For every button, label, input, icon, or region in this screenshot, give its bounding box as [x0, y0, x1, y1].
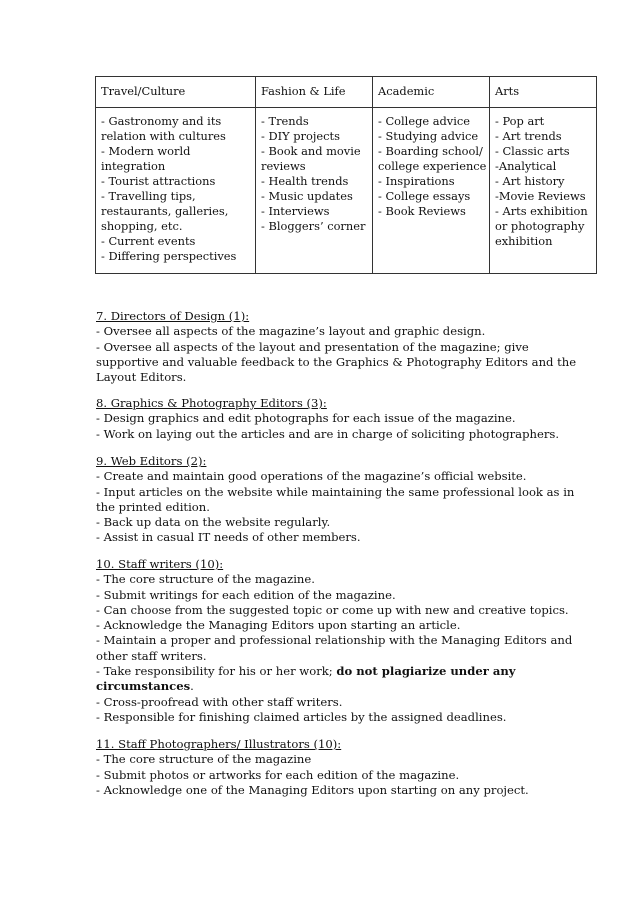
section-line: - Submit photos or artworks for each edition of the magazine.: [96, 767, 460, 782]
section-line: - The core structure of the magazine.: [96, 572, 315, 587]
cell-line: - Pop art: [495, 114, 545, 128]
plagiarism-warning-cont: circumstances: [96, 679, 191, 694]
section-line: - Can choose from the suggested topic or come up with new and creative topics.: [96, 602, 569, 617]
section-title: 7. Directors of Design (1):: [96, 309, 250, 323]
header-academic: Academic: [373, 77, 490, 108]
category-table: [95, 76, 597, 274]
cell-line: reviews: [261, 159, 306, 173]
section-line: supportive and valuable feedback to the Graphics & Photography Editors and the: [96, 354, 577, 369]
cell-line: relation with cultures: [101, 129, 226, 143]
section-line: - Acknowledge the Managing Editors upon starting an article.: [96, 618, 461, 633]
section-line: other staff writers.: [96, 648, 207, 663]
academic-cell: [373, 108, 490, 274]
cell-line: or photography: [495, 219, 585, 233]
cell-line: - DIY projects: [261, 129, 340, 143]
responsibility-text: - Take responsibility for his or her work;: [96, 664, 337, 679]
cell-line: - College advice: [378, 114, 471, 128]
header-travel-culture: Travel/Culture: [96, 77, 256, 108]
cell-line: - Tourist attractions: [101, 174, 216, 188]
section-line: - Maintain a proper and professional relationship with the Managing Editors and: [96, 633, 573, 648]
section-title: 11. Staff Photographers/ Illustrators (10):: [96, 737, 342, 751]
section-staff-photographers-illustrators: [96, 737, 566, 798]
cell-line: - Interviews: [261, 204, 330, 218]
plagiarism-warning: do not plagiarize under any: [336, 664, 516, 679]
cell-line: - College essays: [378, 189, 471, 203]
section-line: - Create and maintain good operations of the magazine’s official website.: [96, 469, 527, 484]
table-row: [96, 108, 597, 274]
cell-line: - Arts exhibition: [495, 204, 588, 218]
cell-line: restaurants, galleries,: [101, 204, 229, 218]
cell-line: - Bloggers’ corner: [261, 219, 366, 233]
cell-line: - Inspirations: [378, 174, 455, 188]
section-line: - Responsible for finishing claimed articles by the assigned deadlines.: [96, 709, 507, 724]
responsibility-line-cont: [96, 679, 566, 694]
cell-line: - Boarding school/: [378, 144, 483, 158]
cell-line: exhibition: [495, 234, 553, 248]
cell-line: integration: [101, 159, 166, 173]
cell-line: - Book and movie: [261, 144, 361, 158]
cell-line: - Art history: [495, 174, 565, 188]
cell-line: shopping, etc.: [101, 219, 183, 233]
section-line: - Cross-proofread with other staff writers.: [96, 694, 343, 709]
section-line: - Submit writings for each edition of the magazine.: [96, 587, 396, 602]
cell-line: - Art trends: [495, 129, 562, 143]
section-line: - Oversee all aspects of the magazine’s layout and graphic design.: [96, 324, 486, 339]
period-text: .: [190, 679, 194, 694]
section-line: - The core structure of the magazine: [96, 752, 312, 767]
table-header-row: [96, 77, 597, 108]
section-staff-writers: [96, 557, 573, 725]
section-title: 9. Web Editors (2):: [96, 454, 207, 468]
section-web-editors: [96, 454, 575, 546]
arts-cell: [490, 108, 597, 274]
section-line: - Oversee all aspects of the layout and presentation of the magazine; give: [96, 339, 529, 354]
cell-line: - Classic arts: [495, 144, 570, 158]
section-line: the printed edition.: [96, 499, 210, 514]
section-line: Layout Editors.: [96, 370, 187, 385]
cell-line: - Gastronomy and its: [101, 114, 222, 128]
fashion-life-cell: [256, 108, 373, 274]
responsibility-line: [96, 664, 566, 679]
cell-line: - Current events: [101, 234, 196, 248]
cell-line: - Modern world: [101, 144, 191, 158]
travel-culture-cell: [96, 108, 256, 274]
section-directors-of-design: [96, 309, 577, 385]
header-arts: Arts: [490, 77, 597, 108]
section-line: - Design graphics and edit photographs for each issue of the magazine.: [96, 411, 516, 426]
cell-line: - Trends: [261, 114, 309, 128]
cell-line: - Studying advice: [378, 129, 479, 143]
section-title: 8. Graphics & Photography Editors (3):: [96, 396, 327, 410]
section-line: - Back up data on the website regularly.: [96, 515, 331, 530]
cell-line: -Movie Reviews: [495, 189, 586, 203]
section-line: - Assist in casual IT needs of other members.: [96, 530, 361, 545]
section-line: - Input articles on the website while maintaining the same professional look as in: [96, 484, 575, 499]
cell-line: - Differing perspectives: [101, 249, 237, 263]
section-line: - Acknowledge one of the Managing Editors upon starting on any project.: [96, 782, 529, 797]
cell-line: - Travelling tips,: [101, 189, 196, 203]
cell-line: - Book Reviews: [378, 204, 466, 218]
cell-line: - Music updates: [261, 189, 353, 203]
cell-line: college experience: [378, 159, 487, 173]
section-line: - Work on laying out the articles and are in charge of soliciting photographers.: [96, 426, 560, 441]
cell-line: -Analytical: [495, 159, 557, 173]
section-graphics-photography-editors: [96, 396, 566, 442]
cell-line: - Health trends: [261, 174, 349, 188]
header-fashion-life: Fashion & Life: [256, 77, 373, 108]
section-title: 10. Staff writers (10):: [96, 557, 224, 571]
